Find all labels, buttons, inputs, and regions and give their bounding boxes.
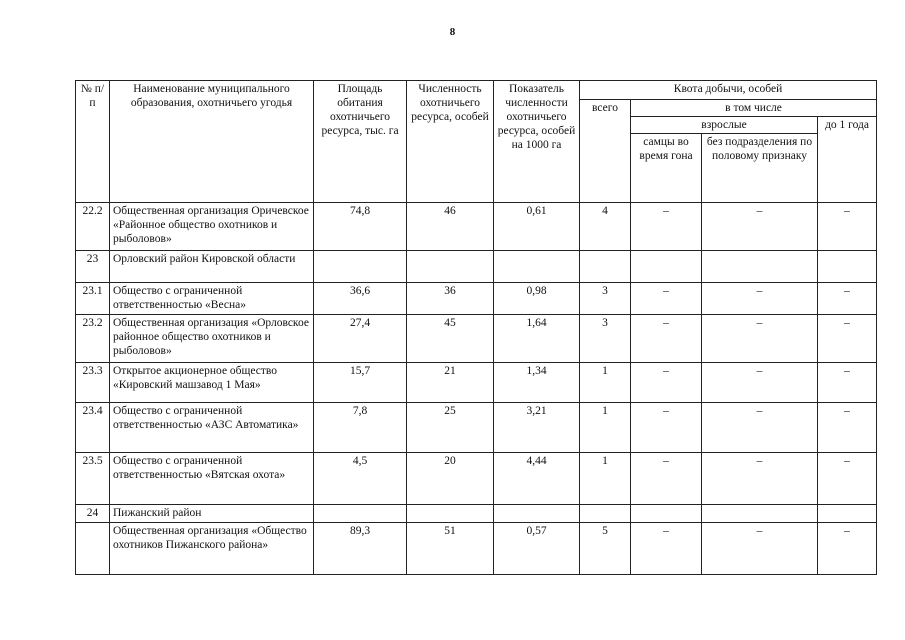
cell-count: 20 — [407, 453, 494, 505]
cell-males: – — [631, 523, 702, 575]
cell-density: 0,98 — [494, 283, 580, 315]
cell-num: 23.2 — [76, 315, 110, 363]
cell-name: Общество с ограниченной ответственностью «АЗС Автоматика» — [110, 403, 314, 453]
cell-area: 74,8 — [314, 203, 407, 251]
cell-density — [494, 251, 580, 283]
table-row — [76, 523, 877, 575]
cell-males: – — [631, 363, 702, 403]
header-no-sex: без подразделения по половому признаку — [702, 134, 818, 203]
cell-nosex — [702, 505, 818, 523]
header-num: № п/п — [76, 81, 110, 203]
cell-young: – — [818, 523, 877, 575]
table-row — [76, 505, 877, 523]
cell-name: Общество с ограниченной ответственностью «Вятская охота» — [110, 453, 314, 505]
cell-area: 36,6 — [314, 283, 407, 315]
cell-density: 1,34 — [494, 363, 580, 403]
page-number: 8 — [449, 26, 456, 38]
header-area: Площадь обитания охотничьего ресурса, тыс. га — [314, 81, 407, 203]
cell-num: 23.4 — [76, 403, 110, 453]
cell-count: 45 — [407, 315, 494, 363]
cell-nosex — [702, 251, 818, 283]
cell-count: 36 — [407, 283, 494, 315]
table-header — [76, 81, 877, 203]
cell-males: – — [631, 453, 702, 505]
cell-nosex: – — [702, 315, 818, 363]
cell-nosex: – — [702, 403, 818, 453]
cell-young: – — [818, 403, 877, 453]
header-males-rut: самцы во время гона — [631, 134, 702, 203]
cell-num: 23.1 — [76, 283, 110, 315]
cell-nosex: – — [702, 283, 818, 315]
cell-young: – — [818, 203, 877, 251]
cell-males: – — [631, 283, 702, 315]
cell-males: – — [631, 403, 702, 453]
cell-area — [314, 505, 407, 523]
cell-density — [494, 505, 580, 523]
header-including: в том числе — [631, 100, 877, 117]
header-density: Показатель численности охотничьего ресурса, особей на 1000 га — [494, 81, 580, 203]
cell-young: – — [818, 315, 877, 363]
cell-count: 51 — [407, 523, 494, 575]
cell-density: 4,44 — [494, 453, 580, 505]
cell-name: Общественная организация Оричевское «Районное общество охотников и рыболовов» — [110, 203, 314, 251]
cell-density: 0,61 — [494, 203, 580, 251]
cell-num — [76, 523, 110, 575]
cell-young: – — [818, 363, 877, 403]
cell-males — [631, 251, 702, 283]
cell-name: Общество с ограниченной ответственностью «Весна» — [110, 283, 314, 315]
header-name: Наименование муниципального образования, охотничьего угодья — [110, 81, 314, 203]
cell-density: 0,57 — [494, 523, 580, 575]
cell-young — [818, 251, 877, 283]
table-row — [76, 283, 877, 315]
cell-nosex: – — [702, 453, 818, 505]
cell-num: 23 — [76, 251, 110, 283]
cell-nosex: – — [702, 523, 818, 575]
cell-area: 4,5 — [314, 453, 407, 505]
cell-area — [314, 251, 407, 283]
cell-young — [818, 505, 877, 523]
cell-young: – — [818, 283, 877, 315]
cell-total: 1 — [580, 453, 631, 505]
cell-density: 1,64 — [494, 315, 580, 363]
cell-nosex: – — [702, 203, 818, 251]
cell-total: 3 — [580, 283, 631, 315]
cell-total: 1 — [580, 363, 631, 403]
cell-total: 4 — [580, 203, 631, 251]
cell-total: 1 — [580, 403, 631, 453]
table-row — [76, 403, 877, 453]
cell-num: 24 — [76, 505, 110, 523]
cell-num: 22.2 — [76, 203, 110, 251]
cell-total: 3 — [580, 315, 631, 363]
cell-total — [580, 251, 631, 283]
header-quota: Квота добычи, особей — [580, 81, 877, 100]
cell-young: – — [818, 453, 877, 505]
cell-name: Открытое акционерное общество «Кировский машзавод 1 Мая» — [110, 363, 314, 403]
cell-area: 7,8 — [314, 403, 407, 453]
table-row — [76, 251, 877, 283]
cell-count: 25 — [407, 403, 494, 453]
cell-count: 46 — [407, 203, 494, 251]
cell-num: 23.5 — [76, 453, 110, 505]
cell-name: Пижанский район — [110, 505, 314, 523]
header-total: всего — [580, 100, 631, 203]
cell-count — [407, 251, 494, 283]
cell-num: 23.3 — [76, 363, 110, 403]
cell-count — [407, 505, 494, 523]
table-body — [76, 203, 877, 575]
table-row — [76, 203, 877, 251]
cell-males — [631, 505, 702, 523]
table-row — [76, 315, 877, 363]
cell-area: 89,3 — [314, 523, 407, 575]
cell-area: 15,7 — [314, 363, 407, 403]
header-adults: взрослые — [631, 117, 818, 134]
header-count: Численность охотничьего ресурса, особей — [407, 81, 494, 203]
header-under-one: до 1 года — [818, 117, 877, 203]
cell-males: – — [631, 203, 702, 251]
cell-count: 21 — [407, 363, 494, 403]
quota-table — [75, 80, 877, 575]
table-row — [76, 363, 877, 403]
cell-males: – — [631, 315, 702, 363]
cell-name: Орловский район Кировской области — [110, 251, 314, 283]
cell-name: Общественная организация «Общество охотников Пижанского района» — [110, 523, 314, 575]
cell-density: 3,21 — [494, 403, 580, 453]
cell-name: Общественная организация «Орловское районное общество охотников и рыболовов» — [110, 315, 314, 363]
cell-nosex: – — [702, 363, 818, 403]
cell-total: 5 — [580, 523, 631, 575]
cell-area: 27,4 — [314, 315, 407, 363]
cell-total — [580, 505, 631, 523]
table-row — [76, 453, 877, 505]
